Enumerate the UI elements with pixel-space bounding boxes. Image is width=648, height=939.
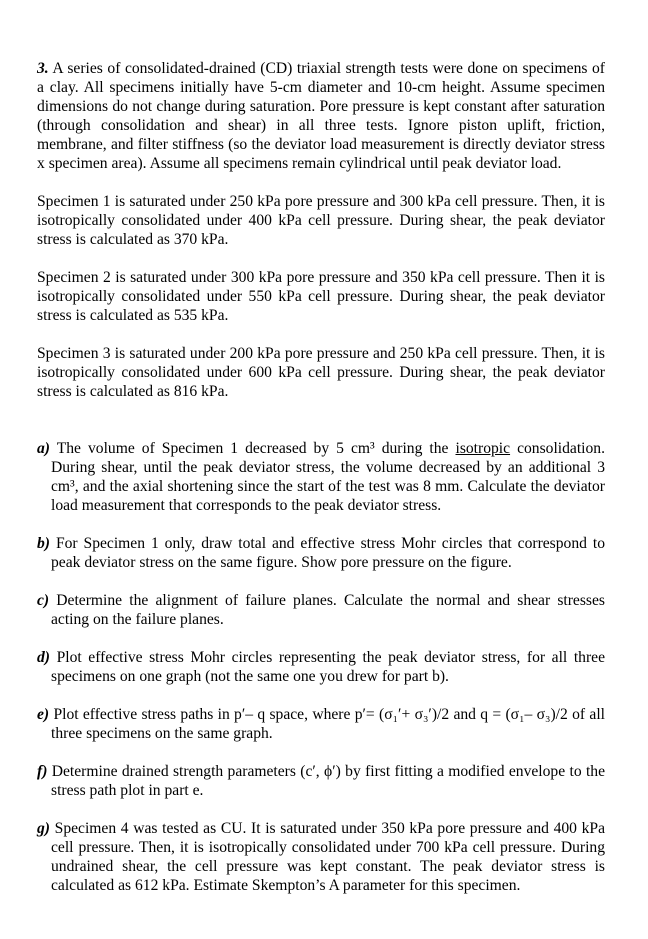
part-g-text: Specimen 4 was tested as CU. It is saturated under 350 kPa pore pressure and 400 kPa cell pressure. Then, it is isotropically consolidated under 700 kPa cell pressure. During undrained shear, the cell pressure was kept constant. The peak deviator stress is calculated as 612 kPa. Estimate Skempton’s A parameter for this specimen. (51, 820, 605, 894)
part-d-letter: d) (37, 649, 50, 666)
part-d (37, 648, 605, 686)
part-c (37, 591, 605, 629)
specimen-2-paragraph: Specimen 2 is saturated under 300 kPa pore pressure and 350 kPa cell pressure. Then it is isotropically consolidated under 550 kPa cell pressure. During shear, the peak deviator stress is calculated as 535 kPa. (37, 269, 605, 324)
part-e (37, 705, 605, 743)
part-f (37, 762, 605, 800)
part-a (37, 439, 605, 515)
part-a-text-end: consolidation. During shear, until the peak deviator stress, the volume decreased by an additional 3 cm³, and the axial shortening since the start of the test was 8 mm. Calculate the deviator load measurement that corresponds to the peak deviator stress. (51, 440, 605, 514)
part-c-letter: c) (37, 592, 50, 609)
problem-intro (37, 59, 605, 173)
part-a-underlined-word: isotropic (455, 440, 511, 457)
part-f-letter: f) (37, 763, 48, 780)
part-c-text: Determine the alignment of failure planes. Calculate the normal and shear stresses acting on the failure planes. (51, 592, 605, 628)
part-e-letter: e) (37, 706, 50, 723)
part-g (37, 819, 605, 895)
problem-number: 3. (37, 60, 49, 77)
part-b (37, 534, 605, 572)
part-a-letter: a) (37, 440, 50, 457)
part-g-letter: g) (37, 820, 50, 837)
part-f-text: Determine drained strength parameters (c′, ϕ′) by first fitting a modified envelope to the stress path plot in part e. (51, 763, 605, 799)
part-a-text-start: The volume of Specimen 1 decreased by 5 cm³ during the (56, 440, 449, 457)
section-spacer (37, 420, 605, 439)
specimen-1-paragraph: Specimen 1 is saturated under 250 kPa pore pressure and 300 kPa cell pressure. Then, it is isotropically consolidated under 400 kPa cell pressure. During shear, the peak deviator stress is calculated as 370 kPa. (37, 193, 605, 248)
part-b-letter: b) (37, 535, 50, 552)
problem-intro-text: A series of consolidated-drained (CD) triaxial strength tests were done on specimens of a clay. All specimens initially have 5-cm diameter and 10-cm height. Assume specimen dimensions do not change during saturation. Pore pressure is kept constant after saturation (through consolidation and shear) in all three tests. Ignore piston uplift, friction, membrane, and filter stiffness (so the deviator load measurement is directly deviator stress x specimen area). Assume all specimens remain cylindrical until peak deviator load. (37, 60, 605, 172)
part-e-text: Plot effective stress paths in p′– q space, where p′= (σ₁′+ σ₃′)/2 and q = (σ₁– σ₃)/2 of all three specimens on the same graph. (51, 706, 605, 742)
problem-document (37, 59, 605, 914)
specimen-3-paragraph: Specimen 3 is saturated under 200 kPa pore pressure and 250 kPa cell pressure. Then, it is isotropically consolidated under 600 kPa cell pressure. During shear, the peak deviator stress is calculated as 816 kPa. (37, 345, 605, 400)
part-b-text: For Specimen 1 only, draw total and effective stress Mohr circles that correspond to peak deviator stress on the same figure. Show pore pressure on the figure. (51, 535, 605, 571)
part-d-text: Plot effective stress Mohr circles representing the peak deviator stress, for all three specimens on one graph (not the same one you drew for part b). (51, 649, 605, 685)
